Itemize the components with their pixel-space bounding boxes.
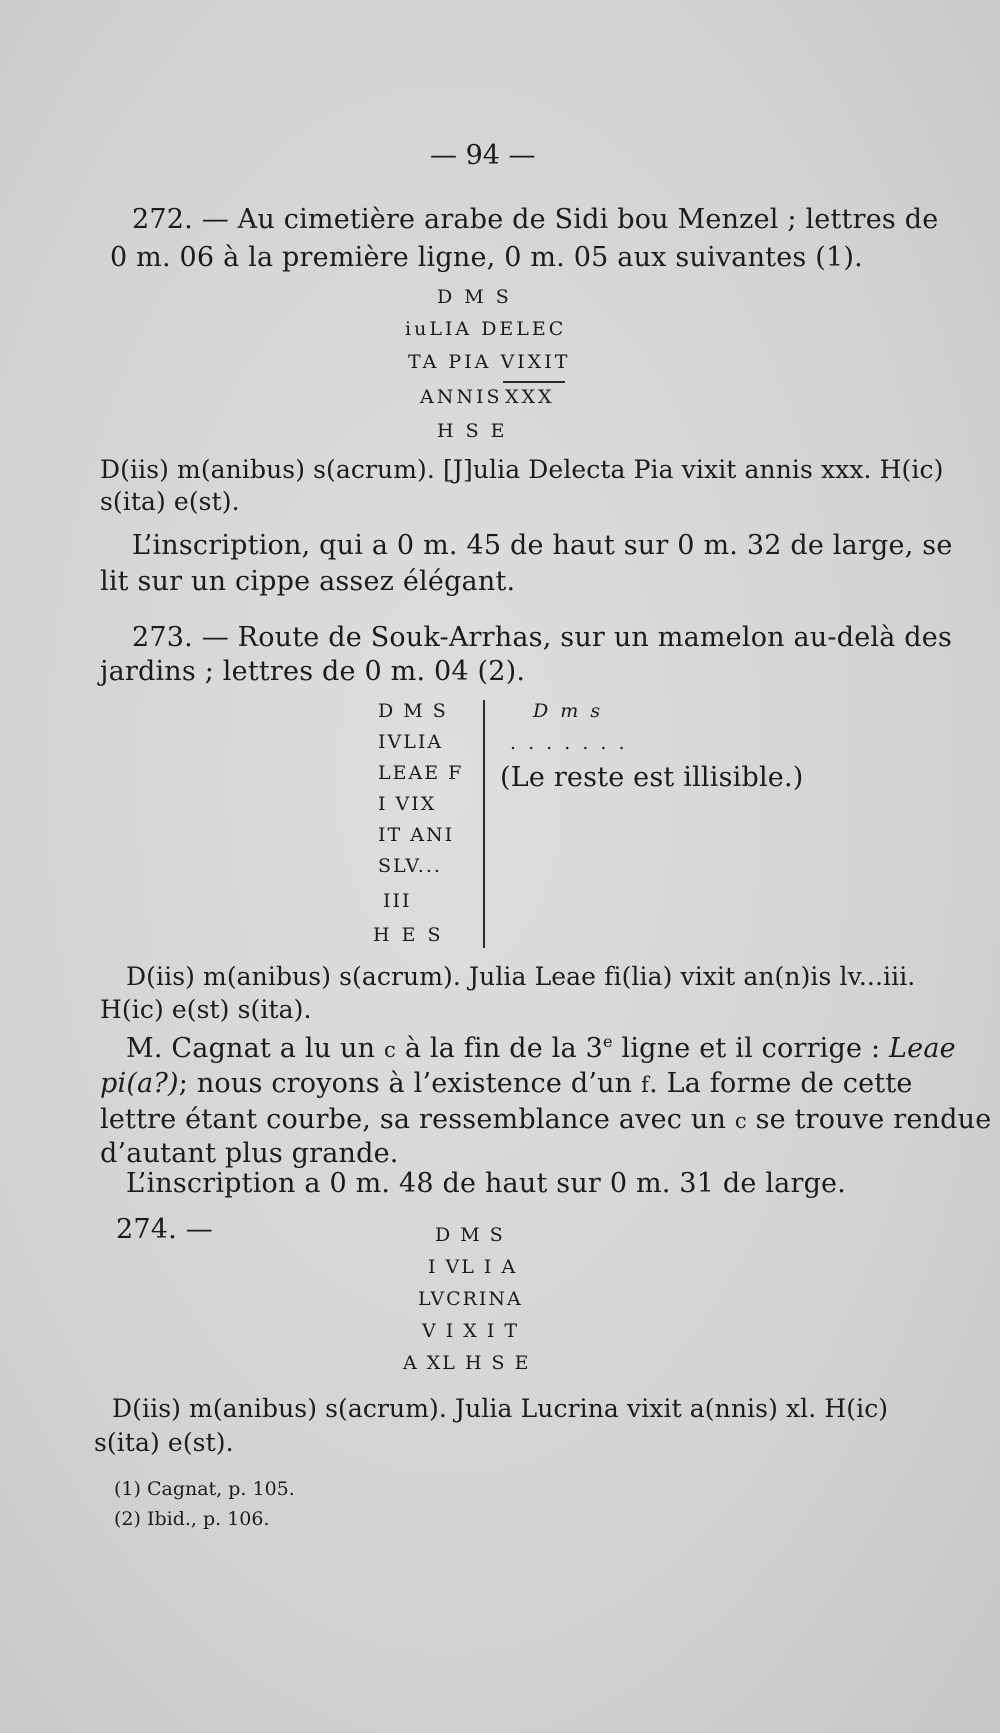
inscription-272-line-2: iuLIA DELEC xyxy=(405,318,567,340)
footnote-1: (1) Cagnat, p. 105. xyxy=(114,1478,295,1500)
inscription-273-line-7: III xyxy=(383,890,412,912)
page-number: — 94 — xyxy=(430,140,536,171)
inscription-274-line-5: A XL H S E xyxy=(403,1352,531,1374)
inscription-273-divider xyxy=(483,700,485,948)
footnote-2: (2) Ibid., p. 106. xyxy=(114,1508,270,1530)
inscription-272-overbar xyxy=(503,381,565,383)
inscription-274-line-1: D M S xyxy=(435,1224,505,1246)
inscription-274-line-4: V I X I T xyxy=(422,1320,520,1342)
transcription-274-line-2: s(ita) e(st). xyxy=(94,1428,234,1457)
commentary-273-line-4: d’autant plus grande. xyxy=(100,1138,399,1169)
commentary-273-line-2: pi(a?); nous croyons à l’existence d’un f. La forme de cette xyxy=(100,1068,913,1099)
commentary-273-line-3: lettre étant courbe, sa ressemblance avec un c se trouve rendue xyxy=(100,1104,992,1135)
inscription-274-line-2: I VL I A xyxy=(428,1256,518,1278)
inscription-273-line-2: IVLIA xyxy=(378,731,444,753)
transcription-272-line-2: s(ita) e(st). xyxy=(100,487,240,516)
inscription-274-line-3: LVCRINA xyxy=(418,1288,523,1310)
inscription-273-line-4: I VIX xyxy=(378,793,437,815)
inscription-273-second-line-1: D m s xyxy=(533,700,604,722)
entry-273-heading-line-1: 273. — Route de Souk-Arrhas, sur un mamelon au-delà des xyxy=(132,622,953,653)
inscription-273-line-6: SLV... xyxy=(378,855,442,877)
inscription-272-line-5: H S E xyxy=(437,420,508,442)
inscription-272-line-3: TA PIA VIXIT xyxy=(408,351,571,373)
inscription-273-line-5: IT ANI xyxy=(378,824,455,846)
entry-272-heading-line-2: 0 m. 06 à la première ligne, 0 m. 05 aux suivantes (1). xyxy=(110,242,863,273)
inscription-273-line-1: D M S xyxy=(378,700,448,722)
inscription-273-illegible-note: (Le reste est illisible.) xyxy=(500,762,804,793)
inscription-273-line-3: LEAE F xyxy=(378,762,464,784)
transcription-274-line-1: D(iis) m(anibus) s(acrum). Julia Lucrina vixit a(nnis) xl. H(ic) xyxy=(112,1394,889,1423)
entry-273-heading-line-2: jardins ; lettres de 0 m. 04 (2). xyxy=(100,656,526,687)
entry-274-heading: 274. — xyxy=(116,1214,213,1245)
commentary-273-line-5: L’inscription a 0 m. 48 de haut sur 0 m. 31 de large. xyxy=(126,1168,847,1199)
inscription-273-second-dots: . . . . . . . xyxy=(510,732,628,754)
commentary-272-line-1: L’inscription, qui a 0 m. 45 de haut sur 0 m. 32 de large, se xyxy=(132,530,953,561)
transcription-273-line-2: H(ic) e(st) s(ita). xyxy=(100,995,312,1024)
inscription-272-line-4a: ANNIS xyxy=(420,386,503,408)
transcription-273-line-1: D(iis) m(anibus) s(acrum). Julia Leae fi(lia) vixit an(n)is lv...iii. xyxy=(126,962,916,991)
inscription-273-line-8: H E S xyxy=(373,924,444,946)
transcription-272-line-1: D(iis) m(anibus) s(acrum). [J]ulia Delecta Pia vixit annis xxx. H(ic) xyxy=(100,455,944,484)
inscription-272-line-1: D M S xyxy=(437,286,512,308)
commentary-273-line-1: M. Cagnat a lu un c à la fin de la 3e ligne et il corrige : Leae xyxy=(126,1032,956,1064)
inscription-272-line-4b: XXX xyxy=(505,386,555,408)
entry-272-heading-line-1: 272. — Au cimetière arabe de Sidi bou Menzel ; lettres de xyxy=(132,204,939,235)
commentary-272-line-2: lit sur un cippe assez élégant. xyxy=(100,566,516,597)
